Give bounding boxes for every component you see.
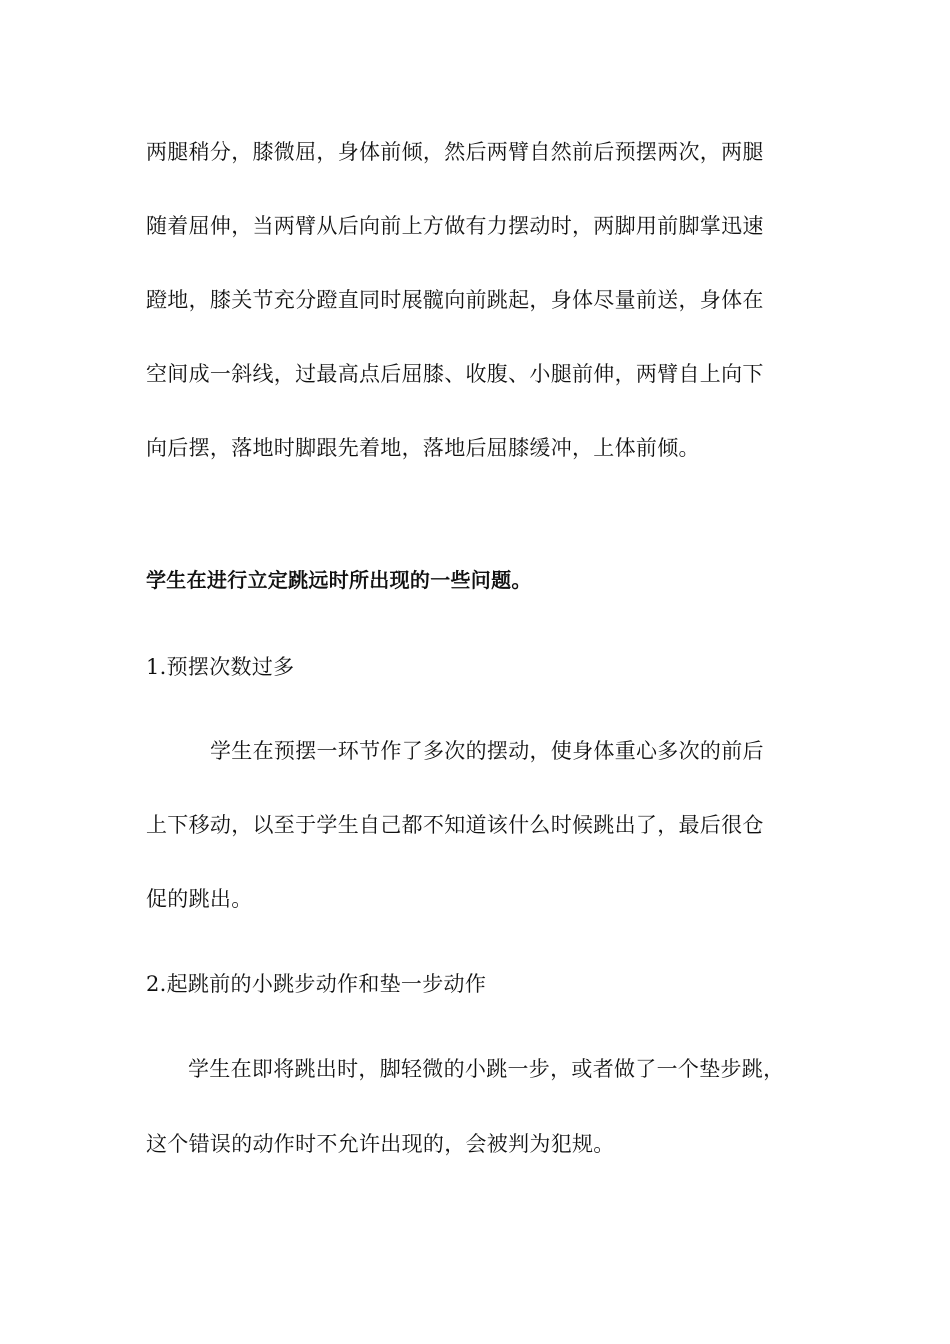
paragraph-line: 学生在预摆一环节作了多次的摆动，使身体重心多次的前后 (210, 739, 764, 763)
paragraph-line: 这个错误的动作时不允许出现的，会被判为犯规。 (146, 1132, 615, 1156)
paragraph-line: 学生在即将跳出时，脚轻微的小跳一步，或者做了一个垫步跳， (188, 1057, 785, 1081)
section-heading: 学生在进行立定跳远时所出现的一些问题。 (146, 568, 532, 592)
paragraph-line: 蹬地，膝关节充分蹬直同时展髋向前跳起，身体尽量前送，身体在 (146, 288, 764, 312)
problem-1-title: 1.预摆次数过多 (146, 655, 295, 679)
paragraph-line: 促的跳出。 (146, 887, 253, 911)
paragraph-line: 向后摆，落地时脚跟先着地，落地后屈膝缓冲，上体前倾。 (146, 436, 700, 460)
paragraph-line: 随着屈伸，当两臂从后向前上方做有力摆动时，两脚用前脚掌迅速 (146, 214, 764, 238)
problem-2-title: 2.起跳前的小跳步动作和垫一步动作 (146, 972, 487, 996)
paragraph-line: 上下移动，以至于学生自己都不知道该什么时候跳出了，最后很仓 (146, 813, 764, 837)
paragraph-line: 空间成一斜线，过最高点后屈膝、收腹、小腿前伸，两臂自上向下 (146, 362, 764, 386)
paragraph-line: 两腿稍分，膝微屈，身体前倾，然后两臂自然前后预摆两次，两腿 (146, 140, 764, 164)
